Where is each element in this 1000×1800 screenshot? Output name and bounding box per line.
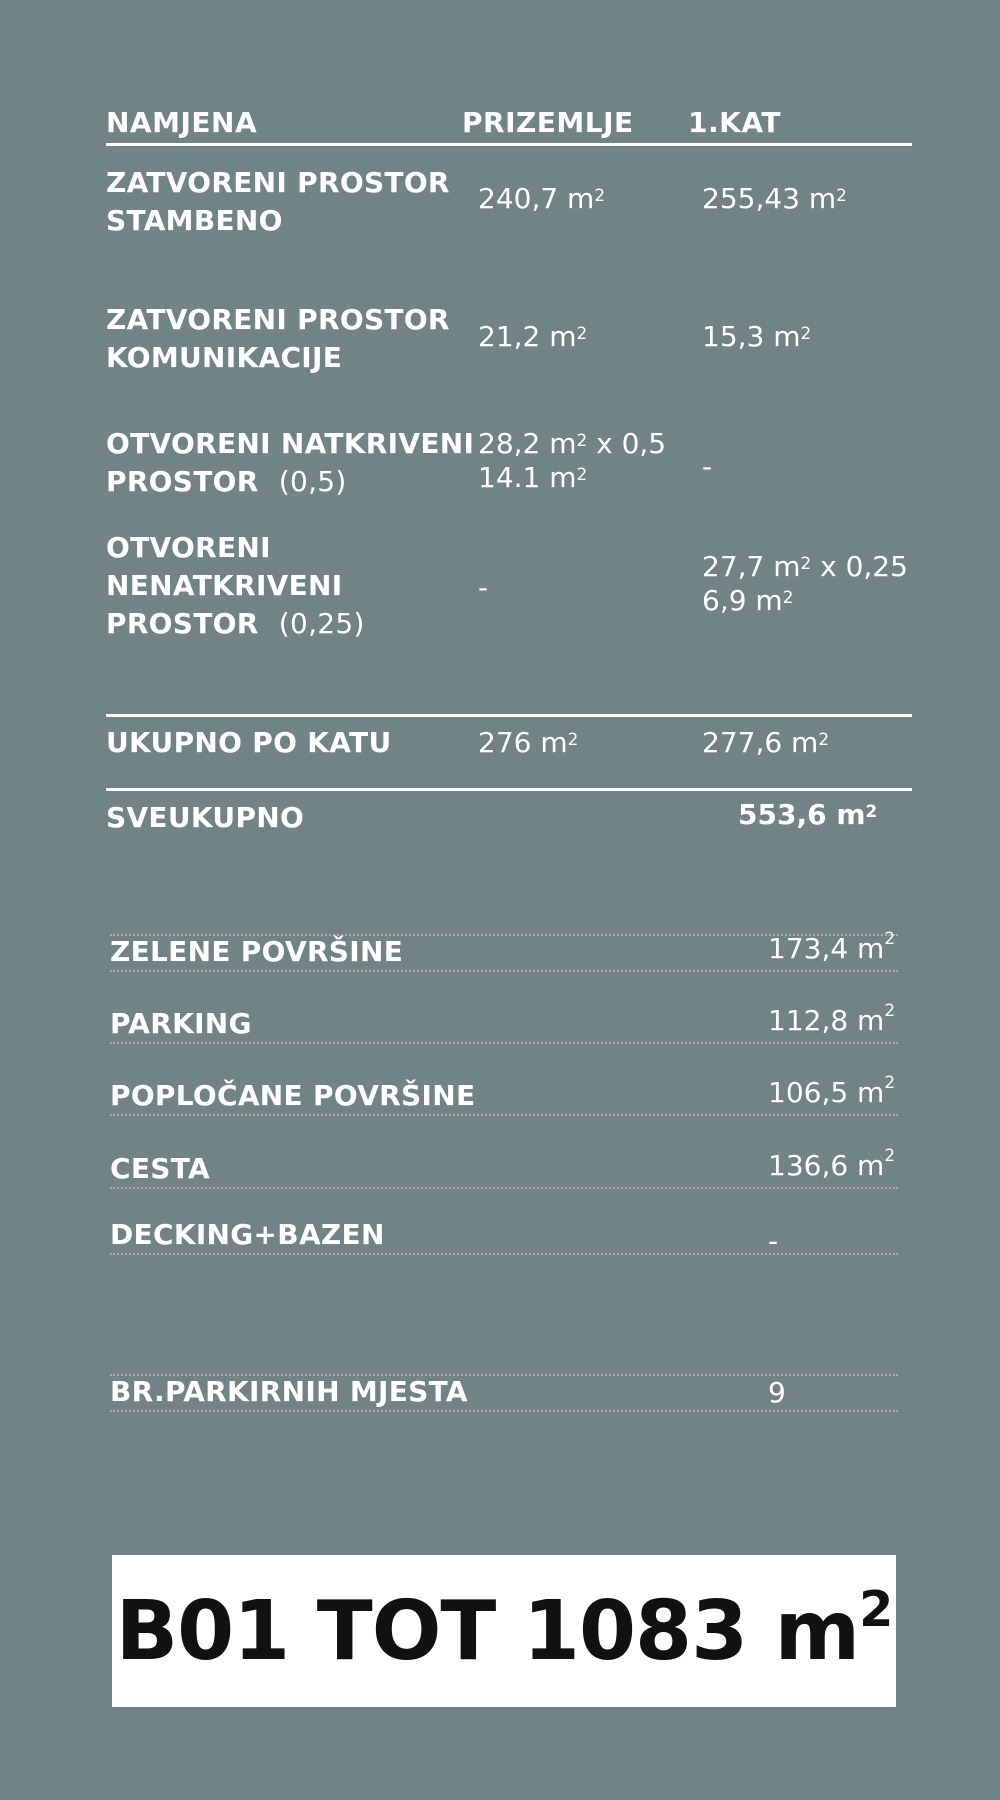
calc-line: 28,2 $m^2$ x 0,5: [478, 427, 667, 460]
sveukupno-divider: [106, 788, 912, 791]
dotted-divider: [110, 1410, 898, 1412]
header-1-kat: 1.KAT: [688, 106, 781, 139]
header-prizemlje: PRIZEMLJE: [462, 106, 634, 139]
row-label-line: NENATKRIVENI: [106, 569, 343, 602]
row-label: [106, 164, 450, 240]
result-line: 14.1 $m^2$: [478, 461, 588, 494]
row-value-prizemlje: 21,2 $m^2$: [478, 320, 588, 353]
row-label-line: OTVORENI NATKRIVENI: [106, 427, 475, 460]
outdoor-value: 112,8 $m^2$: [768, 1000, 896, 1037]
row-label-line: PROSTOR (0,25): [106, 607, 365, 640]
ukupno-label: UKUPNO PO KATU: [106, 726, 392, 759]
row-value-kat: 15,3 $m^2$: [702, 320, 812, 353]
row-coefficient: (0,5): [278, 465, 347, 498]
row-label: [106, 425, 474, 501]
row-label-line: PROSTOR (0,5): [106, 465, 347, 498]
total-label: B01 TOT 1083 $m^2$: [115, 1579, 893, 1679]
row-label-line: KOMUNIKACIJE: [106, 341, 343, 374]
outdoor-value: -: [768, 1224, 779, 1258]
ukupno-kat: 277,6 $m^2$: [702, 726, 830, 759]
parking-spots-label: BR.PARKIRNIH MJESTA: [110, 1375, 468, 1408]
dotted-divider: [110, 1253, 898, 1255]
dotted-divider: [110, 1114, 898, 1116]
sveukupno-value: 553,6 $m^2$: [738, 798, 878, 831]
row-label: [106, 529, 365, 643]
row-value-prizemlje: 240,7 $m^2$: [478, 182, 606, 215]
parking-spots-value: 9: [768, 1376, 786, 1409]
row-value-kat: [702, 550, 908, 618]
row-label-line: ZATVORENI PROSTOR: [106, 303, 450, 336]
dotted-divider: [110, 970, 898, 972]
outdoor-label: PARKING: [110, 1007, 252, 1040]
row-label-line: ZATVORENI PROSTOR: [106, 166, 450, 199]
dotted-divider: [110, 1187, 898, 1189]
row-label: [106, 301, 450, 377]
outdoor-label: POPLOČANE POVRŠINE: [110, 1079, 476, 1112]
outdoor-value: 106,5 $m^2$: [768, 1072, 896, 1109]
result-line: 6,9 $m^2$: [702, 584, 794, 617]
header-divider: [106, 143, 912, 146]
row-coefficient: (0,25): [278, 607, 365, 640]
row-value-prizemlje: [478, 427, 666, 495]
dotted-divider: [110, 1042, 898, 1044]
row-value-prizemlje: -: [478, 571, 489, 604]
sveukupno-label: SVEUKUPNO: [106, 801, 305, 834]
outdoor-label: DECKING+BAZEN: [110, 1218, 385, 1251]
header-namjena: NAMJENA: [106, 106, 258, 139]
outdoor-label: CESTA: [110, 1152, 210, 1185]
row-label-line: STAMBENO: [106, 204, 283, 237]
outdoor-value: 173,4 $m^2$: [768, 928, 896, 965]
row-label-line: OTVORENI: [106, 531, 271, 564]
row-value-kat: 255,43 $m^2$: [702, 182, 847, 215]
ukupno-prizemlje: 276 $m^2$: [478, 726, 579, 759]
calc-line: 27,7 $m^2$ x 0,25: [702, 550, 908, 583]
row-value-kat: -: [702, 450, 713, 483]
total-divider: [106, 714, 912, 717]
outdoor-label: ZELENE POVRŠINE: [110, 935, 404, 968]
outdoor-value: 136,6 $m^2$: [768, 1145, 896, 1182]
total-box: [112, 1555, 896, 1707]
